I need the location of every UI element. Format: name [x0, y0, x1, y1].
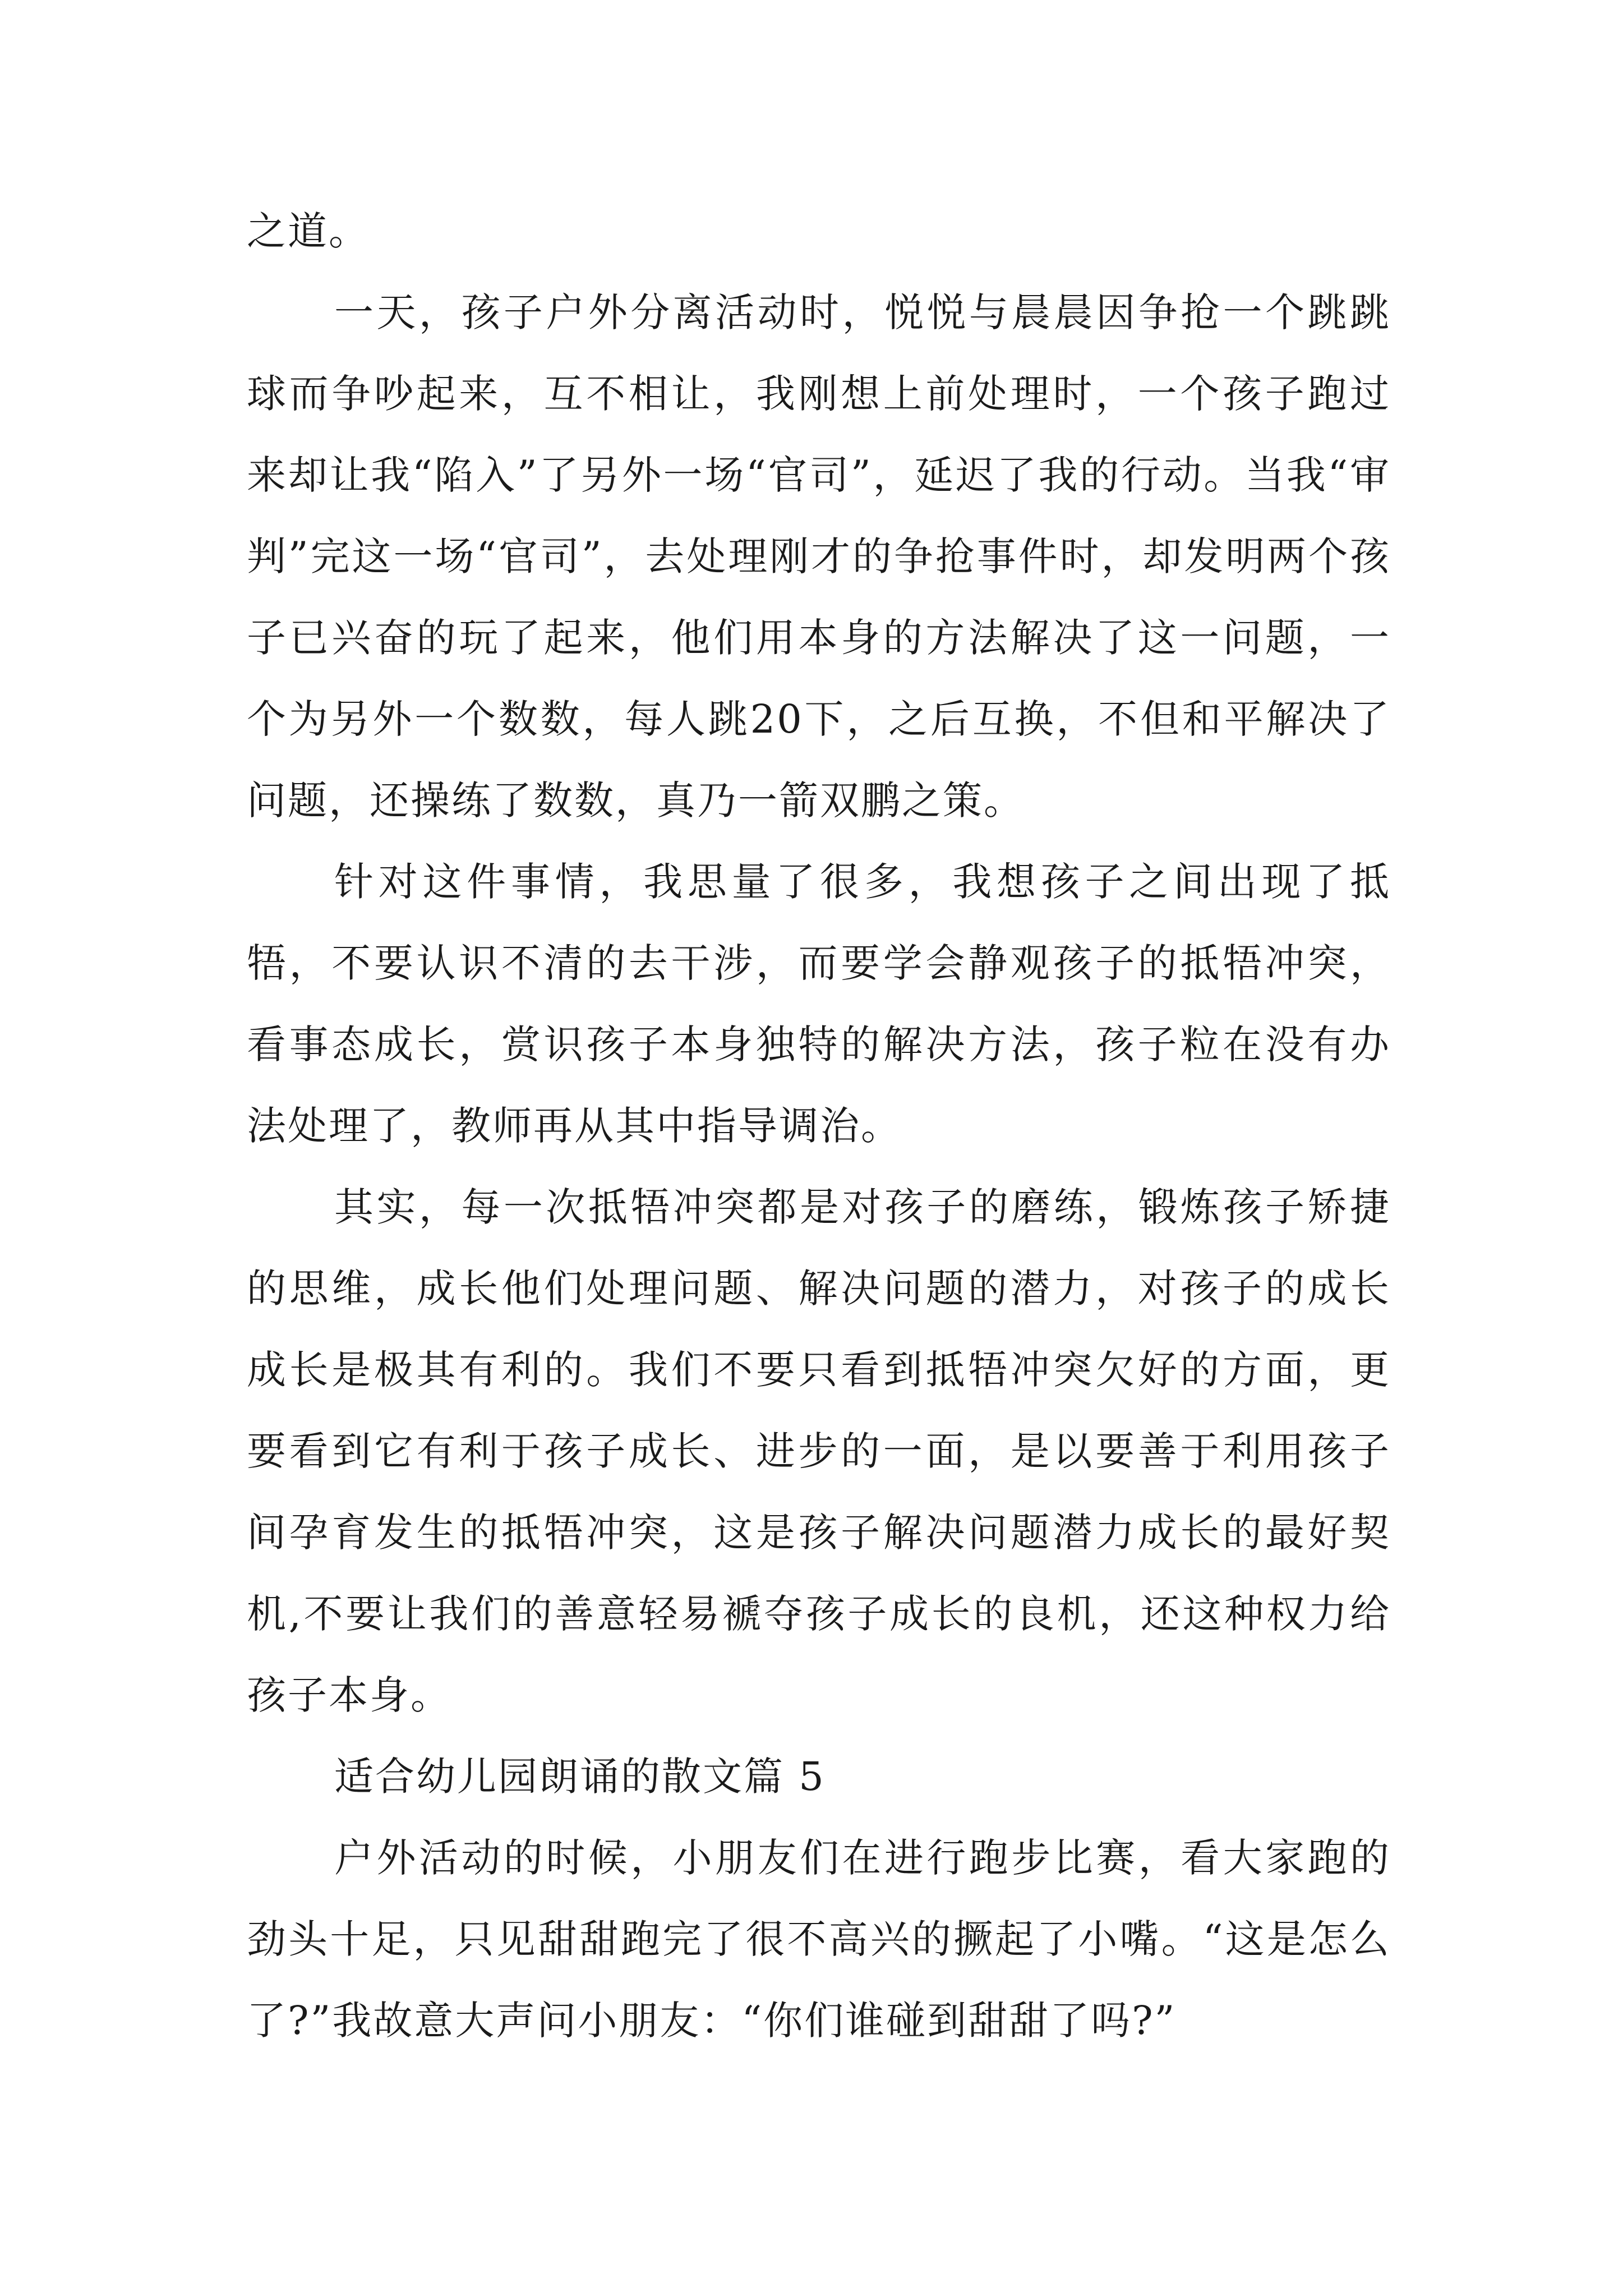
paragraph-conclusion: 其实，每一次抵牾冲突都是对孩子的磨练，锻炼孩子矫捷的思维，成长他们处理问题、解决问题的潜力，对孩子的成长成长是极其有利的。我们不要只看到抵牾冲突欠好的方面，更要看到它有利于孩子成长、进步的一面，是以要善于利用孩子间孕育发生的抵牾冲突，这是孩子解决问题潜力成长的最好契机,不要让我们的善意轻易褫夺孩子成长的良机，还这种权力给孩子本身。: [247, 1184, 1391, 1718]
document-body: [247, 191, 1391, 2062]
paragraph-story: 一天，孩子户外分离活动时，悦悦与晨晨因争抢一个跳跳球而争吵起来，互不相让，我刚想上前处理时，一个孩子跑过来却让我“陷入”了另外一场“官司”，延迟了我的行动。当我“审判”完这一场“官司”，去处理刚才的争抢事件时，却发明两个孩子已兴奋的玩了起来，他们用本身的方法解决了这一问题，一个为另外一个数数，每人跳20下，之后互换，不但和平解决了问题，还操练了数数，真乃一箭双鹏之策。: [247, 289, 1391, 823]
paragraph-reflection: 针对这件事情，我思量了很多，我想孩子之间出现了抵牾，不要认识不清的去干涉，而要学会静观孩子的抵牾冲突，看事态成长，赏识孩子本身独特的解决方法，孩子粒在没有办法处理了，教师再从其中指导调治。: [247, 859, 1391, 1149]
paragraph-continuation: 之道。: [247, 208, 370, 254]
paragraph-section5-intro: 户外活动的时候，小朋友们在进行跑步比赛，看大家跑的劲头十足，只见甜甜跑完了很不高兴的撅起了小嘴。“这是怎么了?”我故意大声问小朋友：“你们谁碰到甜甜了吗?”: [247, 1835, 1391, 2044]
section-heading: 适合幼儿园朗诵的散文篇 5: [334, 1754, 826, 1800]
